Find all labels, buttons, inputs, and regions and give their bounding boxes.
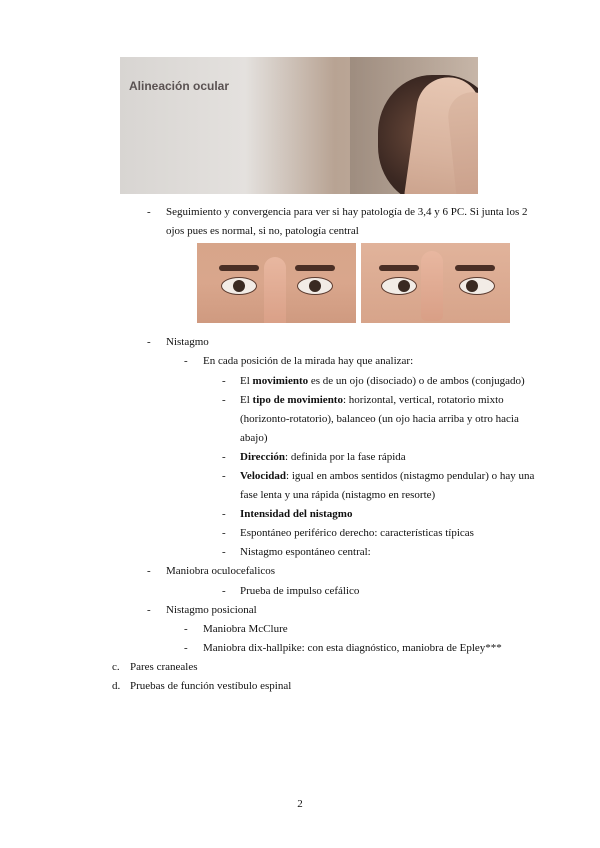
tipo-movimiento-item: El tipo de movimiento: horizontal, vertical, rotatorio mixto (240, 394, 504, 406)
bullet-dash: - (222, 508, 226, 520)
tipo-movimiento-line-2: (horizonto-rotatorio), balanceo (un ojo hacia arriba y otro hacia (240, 413, 519, 425)
bullet-dash: - (222, 394, 226, 406)
bullet-dash: - (184, 623, 188, 635)
pares-craneales: Pares craneales (130, 661, 198, 673)
espontaneo-central-item: Nistagmo espontáneo central: (240, 546, 371, 558)
en-cada-posicion: En cada posición de la mirada hay que analizar: (203, 355, 414, 367)
eye (459, 277, 495, 295)
velocidad-line-2: fase lenta y una rápida (nistagmo en resorte) (240, 489, 436, 501)
finger (264, 257, 286, 323)
nistagmo-posicional: Nistagmo posicional (166, 604, 257, 616)
bullet-dash: - (147, 565, 151, 577)
bullet-dash: - (222, 451, 226, 463)
direccion-item: Dirección: definida por la fase rápida (240, 451, 406, 463)
slide-photo (120, 57, 478, 194)
list-label-d: d. (112, 680, 121, 692)
bullet-dash: - (184, 642, 188, 654)
eyebrow (295, 265, 335, 271)
page-number: 2 (297, 798, 303, 810)
finger (421, 251, 443, 321)
bullet-dash: - (222, 375, 226, 387)
pruebas-vestibulo-espinal: Pruebas de función vestíbulo espinal (130, 680, 292, 692)
list-label-c: c. (112, 661, 120, 673)
bullet-dash: - (222, 527, 226, 539)
eye (297, 277, 333, 295)
eyebrow (379, 265, 419, 271)
intensidad-item: Intensidad del nistagmo (240, 508, 353, 520)
slide-title: Alineación ocular (129, 79, 230, 93)
prueba-impulso-cefalico: Prueba de impulso cefálico (240, 585, 360, 597)
eyebrow (219, 265, 259, 271)
espontaneo-periferico-item: Espontáneo periférico derecho: características típicas (240, 527, 474, 539)
velocidad-item: Velocidad: igual en ambos sentidos (nistagmo pendular) o hay una (240, 470, 535, 482)
bullet-dash: - (147, 604, 151, 616)
bullet-dash: - (147, 336, 151, 348)
bullet-dash: - (222, 546, 226, 558)
bullet-dash: - (147, 206, 151, 218)
movimiento-item: El movimiento es de un ojo (disociado) o de ambos (conjugado) (240, 375, 525, 387)
maniobra-dix-hallpike: Maniobra dix-hallpike: con esta diagnóstico, maniobra de Epley*** (203, 642, 502, 654)
seguimiento-line-2: ojos pues es normal, si no, patología central (166, 225, 359, 237)
eye (221, 277, 257, 295)
bullet-dash: - (184, 355, 188, 367)
seguimiento-line-1: Seguimiento y convergencia para ver si hay patología de 3,4 y 6 PC. Si junta los 2 (166, 206, 528, 218)
maniobra-mcclure: Maniobra McClure (203, 623, 288, 635)
maniobra-oculocefalicos: Maniobra oculocefalicos (166, 565, 276, 577)
bullet-dash: - (222, 585, 226, 597)
eyes-photo-left (197, 243, 356, 323)
eyebrow (455, 265, 495, 271)
eye (381, 277, 417, 295)
tipo-movimiento-line-3: abajo) (240, 432, 268, 444)
nistagmo-heading: Nistagmo (166, 336, 209, 348)
eyes-photo-right (361, 243, 510, 323)
bullet-dash: - (222, 470, 226, 482)
